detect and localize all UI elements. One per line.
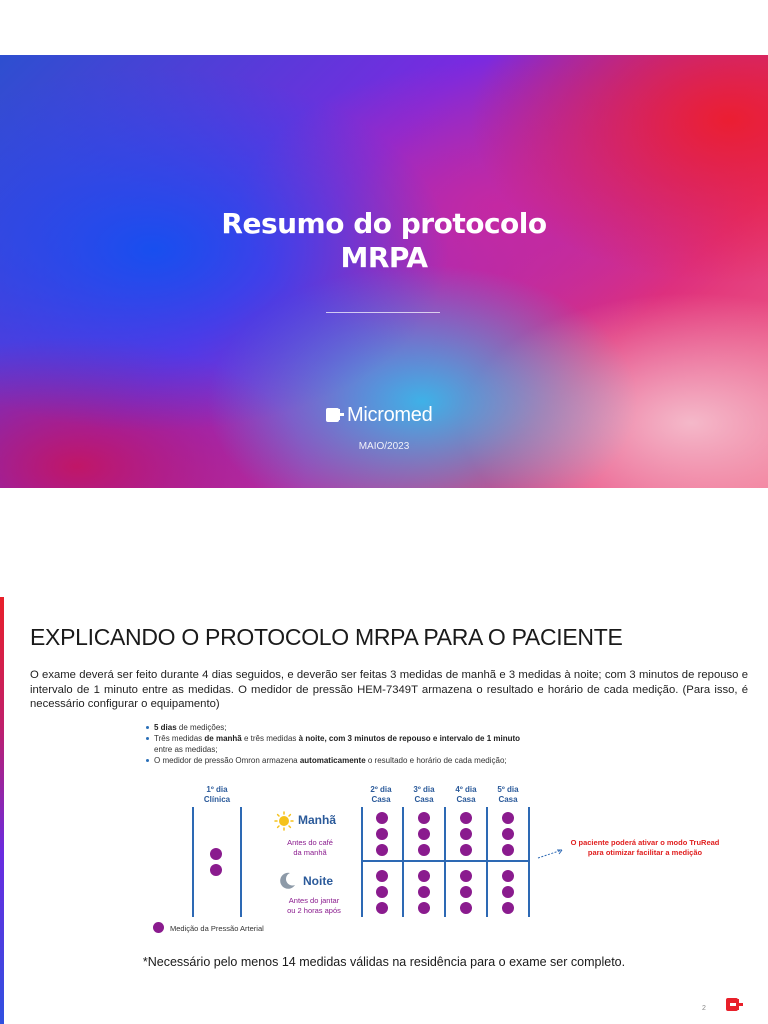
measurement-dot [376, 828, 388, 840]
measurement-dot [376, 812, 388, 824]
slide-heading: EXPLICANDO O PROTOCOLO MRPA PARA O PACIENTE [30, 624, 623, 650]
measurement-dot [502, 828, 514, 840]
grid-line [240, 807, 242, 917]
measurement-dot [376, 886, 388, 898]
measurement-dot [418, 828, 430, 840]
grid-line [444, 807, 446, 917]
day2-header: 2º dia Casa [370, 785, 392, 804]
measurement-dot [418, 812, 430, 824]
moon-icon [277, 871, 297, 891]
slide-paragraph: O exame deverá ser feito durante 4 dias seguidos, e deverão ser feitas 3 medidas de manhã e 3 medidas à noite; com 3 minutos de repouso e intervalo de 1 minuto entre as medidas. O medidor de pressão HEM-7349T armazena o resultado e horário de cada medição. (Para isso, é necessário configurar o equipamento) [30, 669, 748, 710]
grid-line [402, 807, 404, 917]
morning-label: Manhã [298, 813, 337, 827]
measurement-dot [418, 886, 430, 898]
bullet-item: 5 dias de medições; [146, 722, 566, 733]
measurement-dot [376, 870, 388, 882]
measurement-dot [460, 812, 472, 824]
measurement-dot [460, 844, 472, 856]
footnote: *Necessário pelo menos 14 medidas válidas na residência para o exame ser completo. [142, 955, 626, 969]
measurement-dot [376, 844, 388, 856]
measurement-dot [460, 870, 472, 882]
bullet-item: O medidor de pressão Omron armazena automaticamente o resultado e horário de cada medição; [146, 755, 566, 766]
cover-title-line1: Resumo do protocolo [221, 207, 547, 240]
measurement-dot [376, 902, 388, 914]
legend-label: Medição da Pressão Arterial [170, 924, 264, 933]
bullet-item: Três medidas de manhã e três medidas à noite, com 3 minutos de repouso e intervalo de 1 minuto entre as medidas; [146, 733, 566, 755]
cover-date: MAIO/2023 [358, 441, 410, 452]
cover-slide [0, 55, 768, 488]
measurement-dot [502, 902, 514, 914]
measurement-dot [502, 886, 514, 898]
measurement-dot [418, 870, 430, 882]
cover-title-line2: MRPA [340, 241, 428, 274]
measurement-dot [210, 864, 222, 876]
infographic-bullets [146, 722, 566, 766]
grid-line [361, 807, 363, 917]
micromed-plus-icon [326, 406, 344, 424]
protocol-infographic [140, 717, 568, 945]
measurement-dot [418, 844, 430, 856]
page-number: 2 [702, 1005, 706, 1012]
grid-line [361, 860, 530, 862]
day5-header: 5º dia Casa [497, 785, 519, 804]
measurement-dot [502, 870, 514, 882]
micromed-corner-icon [726, 996, 744, 1014]
night-subtitle: Antes do jantar ou 2 horas após [287, 896, 341, 915]
measurement-dot [210, 848, 222, 860]
micromed-logo [326, 403, 432, 427]
measurement-dot [460, 902, 472, 914]
sun-icon [274, 811, 294, 831]
measurement-dot [460, 828, 472, 840]
brand-name: Micromed [347, 403, 433, 426]
grid-line [192, 807, 194, 917]
night-label: Noite [303, 874, 333, 888]
day3-header: 3º dia Casa [413, 785, 435, 804]
morning-subtitle: Antes do café da manhã [287, 838, 333, 857]
measurement-dot [502, 812, 514, 824]
grid-line [486, 807, 488, 917]
day4-header: 4º dia Casa [455, 785, 477, 804]
measurement-dot [418, 902, 430, 914]
cover-title [0, 207, 768, 275]
measurement-dot [502, 844, 514, 856]
title-divider [326, 312, 440, 313]
grid-line [528, 807, 530, 917]
measurement-dot [460, 886, 472, 898]
legend-dot [153, 922, 164, 933]
truread-note: O paciente poderá ativar o modo TruRead para otimizar facilitar a medição [570, 838, 720, 857]
day1-header: 1º dia Clínica [203, 785, 231, 804]
